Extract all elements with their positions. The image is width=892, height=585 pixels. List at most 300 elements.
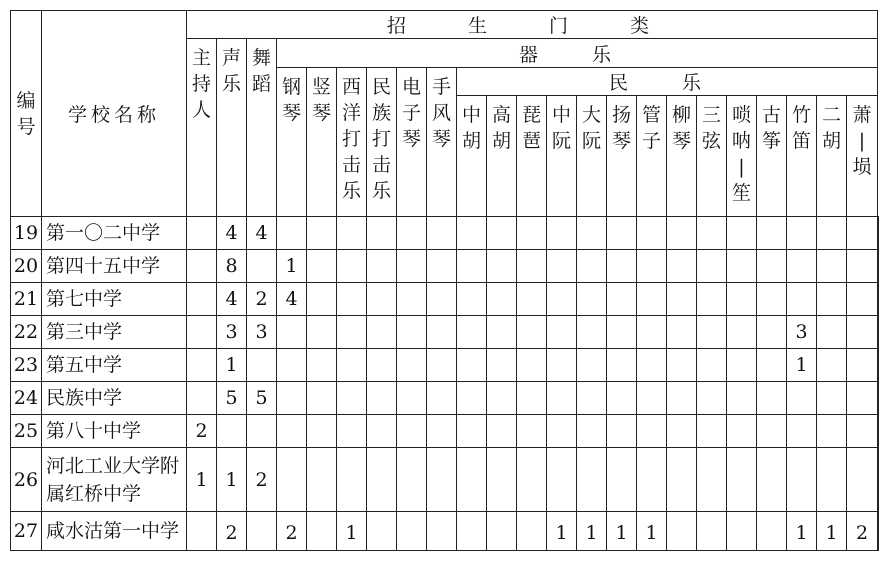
header-folk-col-8-label: 三 弦 — [701, 104, 721, 152]
table-row — [11, 316, 879, 349]
row-value-cell — [577, 382, 607, 415]
row-value-cell — [878, 415, 879, 448]
header-col-0-label: 主 持 人 — [191, 47, 211, 121]
row-value-cell — [307, 349, 337, 382]
row-value-cell — [697, 316, 727, 349]
row-value-cell — [187, 217, 217, 250]
row-value-cell — [847, 448, 878, 512]
row-school-name: 第五中学 — [42, 349, 187, 382]
row-value-cell — [727, 512, 757, 551]
header-col-2-label: 舞 蹈 — [251, 47, 271, 95]
row-value-cell — [457, 448, 487, 512]
header-col-1-label: 声 乐 — [221, 47, 241, 95]
row-value-cell — [547, 250, 577, 283]
row-value-cell — [607, 382, 637, 415]
row-value-cell: 1 — [577, 512, 607, 551]
row-value-cell — [787, 415, 817, 448]
row-value-cell — [247, 349, 277, 382]
row-value-cell — [367, 512, 397, 551]
row-value-cell — [307, 382, 337, 415]
row-value-cell — [487, 316, 517, 349]
row-value-cell — [757, 349, 787, 382]
row-value-cell — [817, 448, 847, 512]
header-folk-col-5-label: 扬 琴 — [611, 104, 631, 152]
row-value-cell — [757, 382, 787, 415]
row-value-cell — [547, 217, 577, 250]
row-value-cell — [787, 283, 817, 316]
row-value-cell — [367, 448, 397, 512]
row-value-cell — [637, 316, 667, 349]
row-value-cell — [277, 349, 307, 382]
row-value-cell — [337, 415, 367, 448]
row-value-cell — [878, 512, 879, 551]
row-value-cell — [697, 250, 727, 283]
header-col-2 — [247, 39, 277, 217]
header-folk-col-8 — [697, 96, 727, 217]
row-value-cell — [487, 250, 517, 283]
row-value-cell — [337, 448, 367, 512]
row-value-cell: 1 — [187, 448, 217, 512]
row-value-cell: 1 — [787, 349, 817, 382]
row-value-cell — [367, 250, 397, 283]
row-value-cell — [727, 349, 757, 382]
header-instrument-col-1 — [307, 68, 337, 217]
row-value-cell — [667, 316, 697, 349]
header-folk-col-10-label: 古 筝 — [761, 104, 781, 152]
row-value-cell — [217, 415, 247, 448]
row-value-cell — [547, 316, 577, 349]
row-value-cell: 2 — [247, 448, 277, 512]
header-folk-col-4 — [577, 96, 607, 217]
row-school-name: 第七中学 — [42, 283, 187, 316]
row-school-name: 第一〇二中学 — [42, 217, 187, 250]
row-value-cell — [247, 415, 277, 448]
row-value-cell — [517, 415, 547, 448]
row-value-cell — [307, 512, 337, 551]
row-value-cell — [457, 415, 487, 448]
row-value-cell — [757, 283, 787, 316]
row-value-cell — [667, 217, 697, 250]
row-value-cell — [697, 382, 727, 415]
row-value-cell — [367, 283, 397, 316]
row-value-cell — [817, 283, 847, 316]
header-instrument-cell — [277, 39, 878, 68]
row-value-cell — [367, 415, 397, 448]
row-value-cell — [307, 217, 337, 250]
row-id: 19 — [11, 217, 42, 250]
row-value-cell: 2 — [847, 512, 878, 551]
row-value-cell — [727, 448, 757, 512]
header-folk-col-3 — [547, 96, 577, 217]
row-value-cell — [727, 382, 757, 415]
row-value-cell — [847, 250, 878, 283]
row-value-cell — [427, 217, 457, 250]
row-value-cell — [247, 250, 277, 283]
row-value-cell — [187, 283, 217, 316]
row-value-cell — [817, 250, 847, 283]
row-id: 25 — [11, 415, 42, 448]
row-school-name: 河北工业大学附属红桥中学 — [42, 448, 187, 512]
header-folk-col-9-label: 唢 呐 | 笙 — [731, 104, 751, 204]
row-value-cell — [307, 415, 337, 448]
row-value-cell — [337, 349, 367, 382]
row-value-cell — [847, 316, 878, 349]
header-folk-col-2 — [517, 96, 547, 217]
row-value-cell — [697, 512, 727, 551]
row-value-cell — [607, 250, 637, 283]
row-value-cell — [337, 382, 367, 415]
row-value-cell — [817, 382, 847, 415]
row-value-cell: 1 — [607, 512, 637, 551]
header-folk-col-6 — [637, 96, 667, 217]
row-school-name: 咸水沽第一中学 — [42, 512, 187, 551]
row-value-cell — [878, 316, 879, 349]
row-value-cell — [817, 316, 847, 349]
row-value-cell — [277, 415, 307, 448]
row-value-cell — [637, 283, 667, 316]
row-value-cell — [247, 512, 277, 551]
row-value-cell — [607, 349, 637, 382]
row-value-cell — [817, 349, 847, 382]
row-value-cell — [847, 382, 878, 415]
row-value-cell — [727, 283, 757, 316]
header-folk-col-4-label: 大 阮 — [581, 104, 601, 152]
header-instrument-col-1-label: 竖 琴 — [311, 76, 331, 124]
row-value-cell — [517, 217, 547, 250]
enrollment-table-container — [10, 10, 879, 551]
row-value-cell — [427, 283, 457, 316]
table-row — [11, 512, 879, 551]
row-value-cell — [547, 283, 577, 316]
header-folk-col-13-label: 萧 | 埙 — [852, 104, 872, 178]
header-folk-col-7-label: 柳 琴 — [671, 104, 691, 152]
header-instrument-col-0-label: 钢 琴 — [281, 76, 301, 124]
row-value-cell — [577, 316, 607, 349]
header-instrument-col-0 — [277, 68, 307, 217]
header-name-label: 学校名称 — [67, 104, 160, 126]
row-value-cell: 2 — [187, 415, 217, 448]
row-value-cell — [667, 250, 697, 283]
table-row — [11, 415, 879, 448]
header-category-cell — [187, 11, 878, 39]
row-value-cell — [607, 415, 637, 448]
row-school-name: 第四十五中学 — [42, 250, 187, 283]
row-value-cell — [337, 283, 367, 316]
row-value-cell: 1 — [547, 512, 577, 551]
row-value-cell — [277, 382, 307, 415]
header-folk-col-12-label: 二 胡 — [821, 104, 841, 152]
row-id: 20 — [11, 250, 42, 283]
row-value-cell — [397, 283, 427, 316]
row-value-cell: 1 — [337, 512, 367, 551]
row-value-cell — [427, 512, 457, 551]
row-value-cell — [547, 382, 577, 415]
header-instrument-col-2-label: 西 洋 打 击 乐 — [341, 76, 361, 202]
row-id: 21 — [11, 283, 42, 316]
enrollment-table — [10, 10, 879, 551]
row-value-cell — [457, 316, 487, 349]
row-value-cell — [637, 415, 667, 448]
header-instrument-col-5 — [427, 68, 457, 217]
row-value-cell — [337, 217, 367, 250]
header-folk-col-6-label: 管 子 — [641, 104, 661, 152]
row-value-cell: 1 — [217, 448, 247, 512]
row-school-name: 民族中学 — [42, 382, 187, 415]
row-value-cell — [517, 512, 547, 551]
row-value-cell — [487, 217, 517, 250]
header-folk-col-0 — [457, 96, 487, 217]
row-value-cell — [787, 217, 817, 250]
table-row — [11, 448, 879, 512]
row-value-cell — [547, 349, 577, 382]
row-value-cell — [577, 283, 607, 316]
header-folk-label: 民 乐 — [608, 72, 726, 94]
header-folk-col-9 — [727, 96, 757, 217]
header-instrument-label: 器 乐 — [518, 43, 636, 66]
row-school-name: 第三中学 — [42, 316, 187, 349]
row-value-cell: 1 — [787, 512, 817, 551]
row-value-cell — [757, 250, 787, 283]
row-value-cell — [757, 448, 787, 512]
header-col-0 — [187, 39, 217, 217]
row-value-cell — [757, 512, 787, 551]
header-instrument-col-4-label: 电 子 琴 — [401, 76, 421, 150]
row-value-cell — [397, 250, 427, 283]
row-value-cell — [397, 217, 427, 250]
header-folk-col-2-label: 琵 琶 — [521, 104, 541, 152]
header-folk-cell — [457, 68, 878, 96]
row-value-cell — [427, 316, 457, 349]
row-value-cell — [487, 349, 517, 382]
row-value-cell — [517, 382, 547, 415]
row-value-cell — [878, 217, 879, 250]
header-folk-col-11-label: 竹 笛 — [791, 104, 811, 152]
row-value-cell: 5 — [217, 382, 247, 415]
row-value-cell — [637, 250, 667, 283]
row-value-cell: 5 — [247, 382, 277, 415]
row-value-cell — [277, 448, 307, 512]
row-value-cell — [667, 283, 697, 316]
row-value-cell — [697, 415, 727, 448]
row-value-cell — [367, 217, 397, 250]
header-instrument-col-5-label: 手 风 琴 — [431, 76, 451, 150]
table-row — [11, 349, 879, 382]
row-school-name: 第八十中学 — [42, 415, 187, 448]
row-value-cell — [547, 448, 577, 512]
row-value-cell: 3 — [787, 316, 817, 349]
row-value-cell — [427, 448, 457, 512]
row-value-cell: 1 — [817, 512, 847, 551]
row-value-cell — [878, 448, 879, 512]
row-value-cell — [878, 382, 879, 415]
row-value-cell — [697, 283, 727, 316]
row-value-cell — [757, 316, 787, 349]
row-value-cell — [397, 448, 427, 512]
row-value-cell: 1 — [637, 512, 667, 551]
row-value-cell — [517, 283, 547, 316]
row-value-cell — [307, 316, 337, 349]
row-value-cell — [517, 349, 547, 382]
row-value-cell: 2 — [247, 283, 277, 316]
row-value-cell — [787, 448, 817, 512]
row-value-cell — [487, 283, 517, 316]
row-value-cell — [367, 382, 397, 415]
row-value-cell — [878, 283, 879, 316]
row-value-cell — [697, 349, 727, 382]
header-folk-col-0-label: 中 胡 — [461, 104, 481, 152]
row-value-cell — [847, 283, 878, 316]
table-row — [11, 250, 879, 283]
row-value-cell — [307, 448, 337, 512]
row-value-cell: 4 — [217, 217, 247, 250]
row-value-cell — [457, 250, 487, 283]
row-value-cell — [397, 349, 427, 382]
row-id: 24 — [11, 382, 42, 415]
row-value-cell — [277, 316, 307, 349]
row-value-cell — [547, 415, 577, 448]
header-category-label: 招 生 门 类 — [386, 15, 678, 37]
row-value-cell — [337, 316, 367, 349]
row-value-cell — [457, 512, 487, 551]
header-folk-col-3-label: 中 阮 — [551, 104, 571, 152]
row-value-cell — [367, 349, 397, 382]
row-value-cell — [607, 217, 637, 250]
row-value-cell — [487, 512, 517, 551]
header-folk-col-13 — [847, 96, 878, 217]
row-value-cell — [187, 349, 217, 382]
row-value-cell: 1 — [277, 250, 307, 283]
row-value-cell — [637, 382, 667, 415]
row-value-cell: 3 — [217, 316, 247, 349]
row-value-cell: 2 — [217, 512, 247, 551]
header-instrument-col-3-label: 民 族 打 击 乐 — [371, 76, 391, 202]
row-value-cell — [667, 382, 697, 415]
row-value-cell — [847, 349, 878, 382]
row-value-cell — [787, 382, 817, 415]
row-value-cell — [847, 415, 878, 448]
row-value-cell — [697, 217, 727, 250]
row-value-cell — [667, 448, 697, 512]
row-value-cell — [727, 250, 757, 283]
row-value-cell — [187, 316, 217, 349]
row-value-cell — [637, 349, 667, 382]
row-value-cell — [847, 217, 878, 250]
row-value-cell — [697, 448, 727, 512]
row-id: 26 — [11, 448, 42, 512]
row-value-cell — [487, 448, 517, 512]
header-folk-col-12 — [817, 96, 847, 217]
row-value-cell: 4 — [247, 217, 277, 250]
row-id: 27 — [11, 512, 42, 551]
row-value-cell — [427, 382, 457, 415]
row-value-cell — [607, 448, 637, 512]
row-value-cell — [397, 382, 427, 415]
table-row — [11, 283, 879, 316]
row-id: 23 — [11, 349, 42, 382]
row-value-cell — [817, 415, 847, 448]
row-value-cell — [878, 250, 879, 283]
row-value-cell — [727, 316, 757, 349]
header-instrument-col-2 — [337, 68, 367, 217]
row-value-cell: 4 — [217, 283, 247, 316]
row-value-cell — [637, 448, 667, 512]
row-value-cell — [577, 349, 607, 382]
row-value-cell — [427, 415, 457, 448]
header-folk-col-7 — [667, 96, 697, 217]
row-value-cell — [187, 250, 217, 283]
header-folk-col-5 — [607, 96, 637, 217]
row-value-cell — [487, 382, 517, 415]
header-folk-col-11 — [787, 96, 817, 217]
row-value-cell — [577, 250, 607, 283]
row-value-cell — [577, 448, 607, 512]
table-row — [11, 382, 879, 415]
row-value-cell — [667, 415, 697, 448]
row-value-cell — [397, 316, 427, 349]
header-folk-col-10 — [757, 96, 787, 217]
header-id-label: 编 号 — [16, 89, 36, 138]
row-value-cell — [337, 250, 367, 283]
row-value-cell — [277, 217, 307, 250]
row-value-cell — [427, 349, 457, 382]
header-id-cell — [11, 11, 42, 217]
row-value-cell — [307, 250, 337, 283]
row-value-cell — [457, 283, 487, 316]
row-value-cell — [457, 217, 487, 250]
row-value-cell — [607, 316, 637, 349]
row-value-cell — [517, 448, 547, 512]
row-value-cell: 2 — [277, 512, 307, 551]
row-value-cell — [397, 512, 427, 551]
row-value-cell — [457, 382, 487, 415]
row-value-cell: 3 — [247, 316, 277, 349]
row-value-cell — [757, 415, 787, 448]
row-value-cell — [427, 250, 457, 283]
row-value-cell — [757, 217, 787, 250]
header-folk-col-1 — [487, 96, 517, 217]
header-instrument-col-3 — [367, 68, 397, 217]
header-col-1 — [217, 39, 247, 217]
header-row-1 — [11, 11, 879, 39]
row-value-cell — [187, 512, 217, 551]
row-value-cell — [187, 382, 217, 415]
row-value-cell — [878, 349, 879, 382]
row-value-cell: 1 — [217, 349, 247, 382]
row-id: 22 — [11, 316, 42, 349]
table-row — [11, 217, 879, 250]
row-value-cell — [787, 250, 817, 283]
row-value-cell — [667, 349, 697, 382]
row-value-cell — [577, 217, 607, 250]
row-value-cell — [817, 217, 847, 250]
row-value-cell — [517, 316, 547, 349]
row-value-cell — [727, 217, 757, 250]
row-value-cell — [637, 217, 667, 250]
row-value-cell — [667, 512, 697, 551]
row-value-cell — [367, 316, 397, 349]
row-value-cell: 8 — [217, 250, 247, 283]
row-value-cell — [517, 250, 547, 283]
row-value-cell — [457, 349, 487, 382]
row-value-cell — [487, 415, 517, 448]
row-value-cell — [727, 415, 757, 448]
header-name-cell — [42, 11, 187, 217]
row-value-cell: 4 — [277, 283, 307, 316]
header-folk-col-1-label: 高 胡 — [491, 104, 511, 152]
header-instrument-col-4 — [397, 68, 427, 217]
row-value-cell — [307, 283, 337, 316]
row-value-cell — [577, 415, 607, 448]
